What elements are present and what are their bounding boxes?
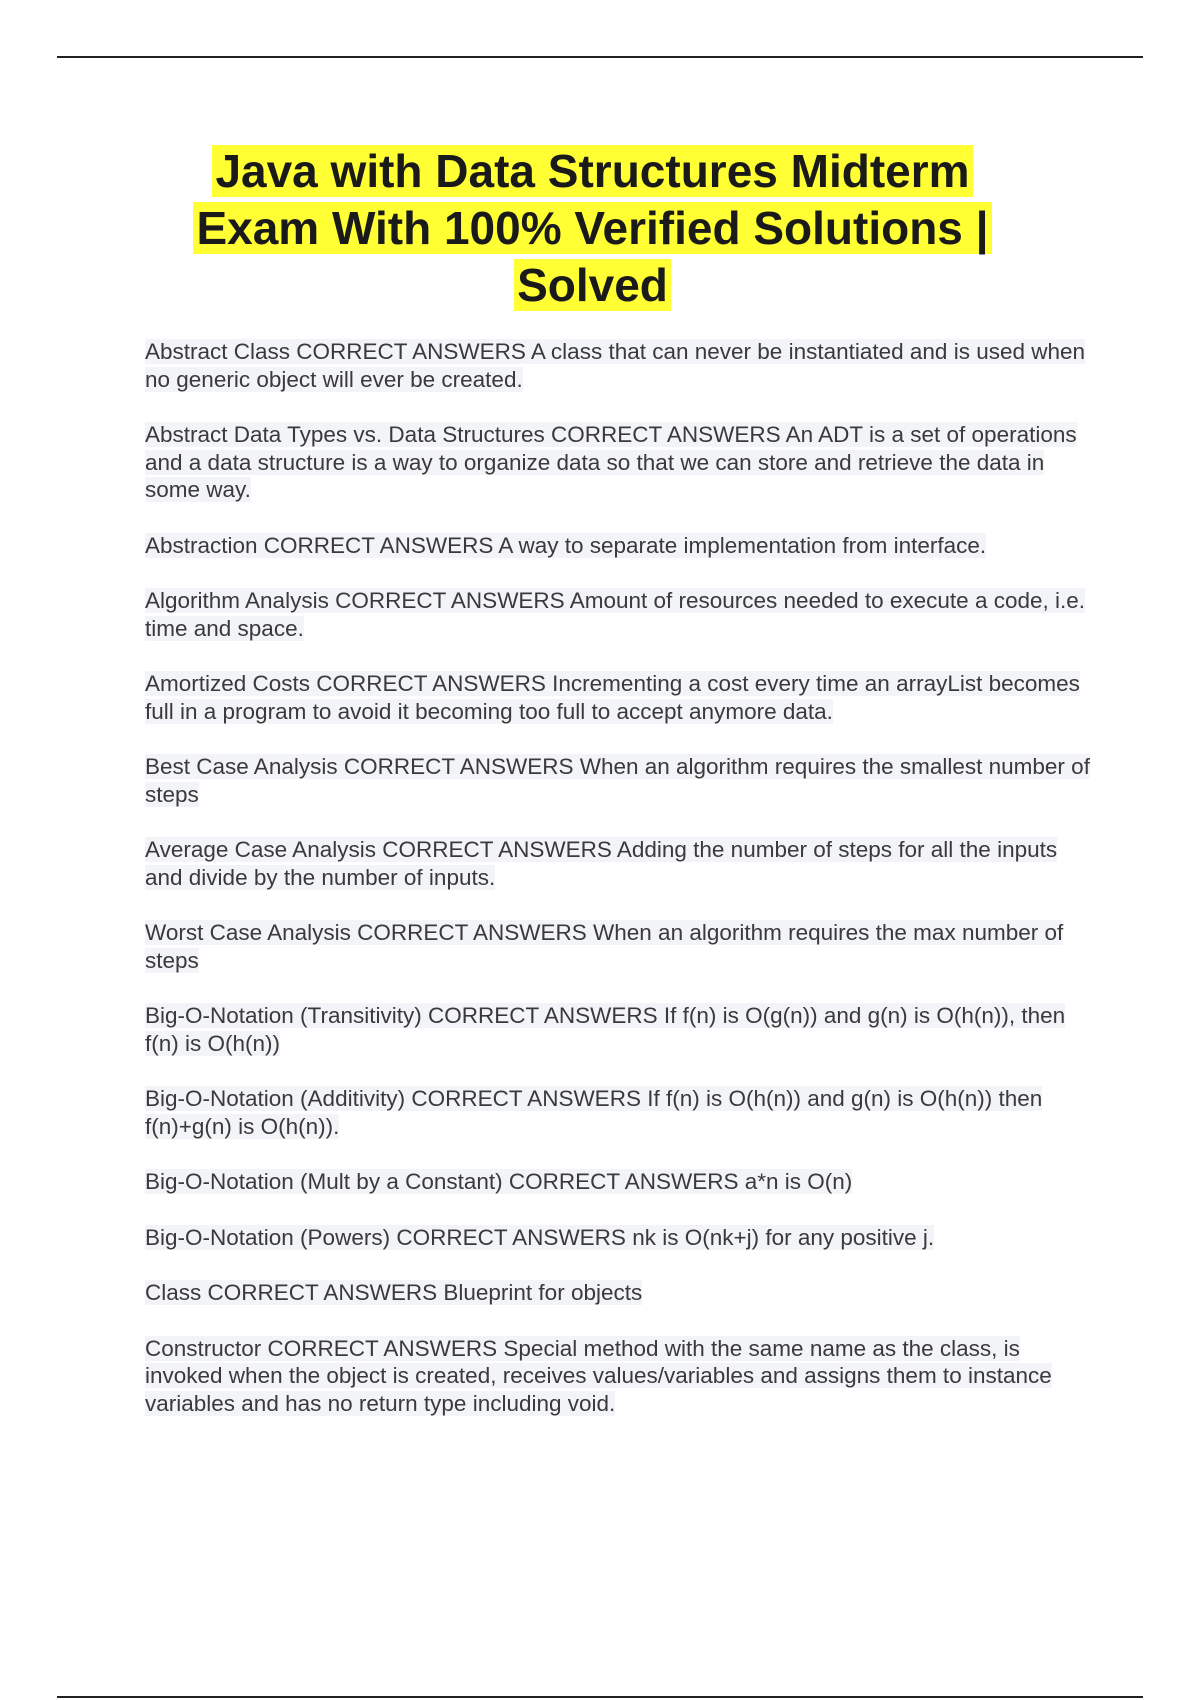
entry-algorithm-analysis: Algorithm Analysis CORRECT ANSWERS Amount of resources needed to execute a code, i.e. time and space.	[145, 588, 1086, 641]
entry-class: Class CORRECT ANSWERS Blueprint for objects	[145, 1280, 643, 1305]
bottom-rule	[57, 1696, 1143, 1698]
document-title-text: Java with Data Structures Midterm Exam With 100% Verified Solutions | Solved	[193, 145, 991, 311]
entry-big-o-additivity: Big-O-Notation (Additivity) CORRECT ANSWERS If f(n) is O(h(n)) and g(n) is O(h(n)) then f(n)+g(n) is O(h(n)).	[145, 1086, 1043, 1139]
entry-big-o-mult-constant: Big-O-Notation (Mult by a Constant) CORRECT ANSWERS a*n is O(n)	[145, 1169, 853, 1194]
entry-amortized-costs: Amortized Costs CORRECT ANSWERS Incrementing a cost every time an arrayList becomes full in a program to avoid it becoming too full to accept anymore data.	[145, 671, 1080, 724]
entry-big-o-transitivity: Big-O-Notation (Transitivity) CORRECT ANSWERS If f(n) is O(g(n)) and g(n) is O(h(n)), then f(n) is O(h(n))	[145, 1003, 1066, 1056]
entry-big-o-powers: Big-O-Notation (Powers) CORRECT ANSWERS nk is O(nk+j) for any positive j.	[145, 1224, 935, 1250]
entry-constructor: Constructor CORRECT ANSWERS Special method with the same name as the class, is invoked when the object is created, receives values/variables and assigns them to instance variables and has no return type including void.	[145, 1335, 1052, 1416]
entry-list	[145, 338, 1090, 1445]
entry-abstract-data-types: Abstract Data Types vs. Data Structures CORRECT ANSWERS An ADT is a set of operations and a data structure is a way to organize data so that we can store and retrieve the data in some way.	[145, 422, 1077, 502]
title-block	[150, 143, 1035, 314]
entry-average-case: Average Case Analysis CORRECT ANSWERS Adding the number of steps for all the inputs and divide by the number of inputs.	[145, 837, 1058, 890]
entry-best-case: Best Case Analysis CORRECT ANSWERS When an algorithm requires the smallest number of steps	[145, 754, 1090, 807]
document-title	[150, 143, 1035, 314]
entry-abstract-class: Abstract Class CORRECT ANSWERS A class that can never be instantiated and is used when no generic object will ever be created.	[145, 339, 1086, 392]
entry-worst-case: Worst Case Analysis CORRECT ANSWERS When an algorithm requires the max number of steps	[145, 920, 1064, 973]
top-rule	[57, 56, 1143, 58]
entry-abstraction: Abstraction CORRECT ANSWERS A way to separate implementation from interface.	[145, 532, 987, 558]
